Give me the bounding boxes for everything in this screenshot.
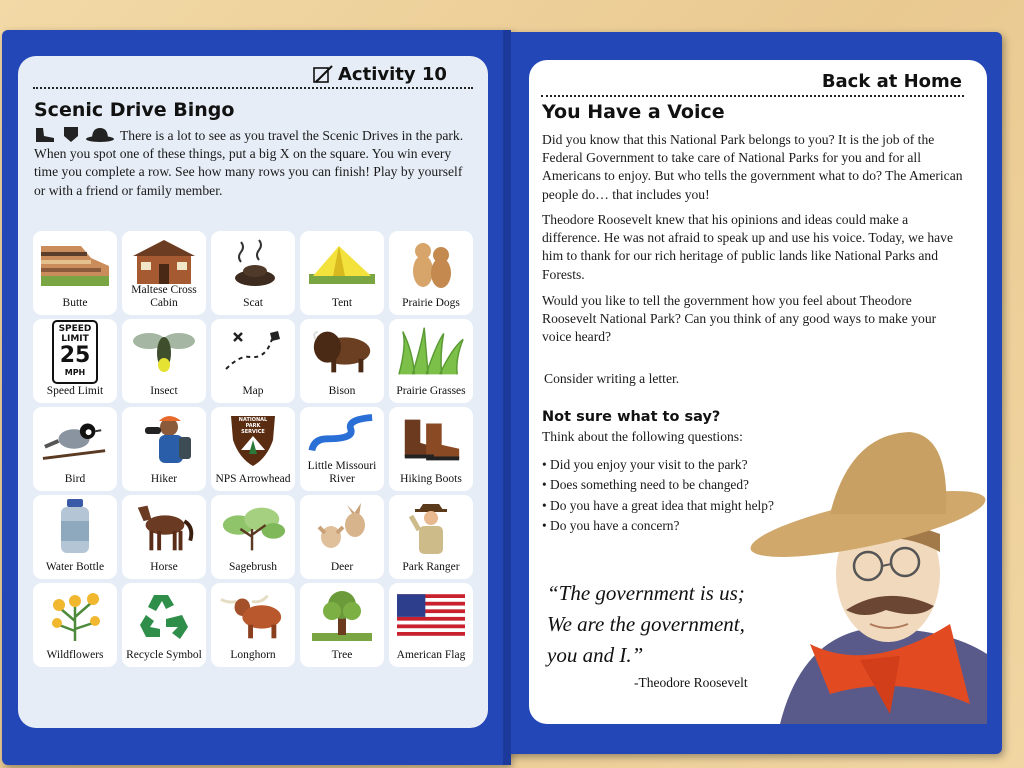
bingo-square[interactable] [122,319,206,403]
hiker-icon [130,413,198,465]
bingo-square[interactable] [33,407,117,491]
bingo-square-label: Little Missouri River [307,460,377,485]
bingo-square[interactable] [211,319,295,403]
bingo-square[interactable] [211,407,295,491]
arrowhead-text-line2: PARK [245,423,261,429]
paragraph-3: Would you like to tell the government how you feel about Theodore Roosevelt National Park? Can you think of any good ways to make your voice heard? [542,293,937,345]
prairie-dogs-icon [397,237,465,289]
map-icon [219,325,287,377]
arrowhead-text-line3: SERVICE [241,429,265,435]
speed-sign-number: 25 [59,343,91,368]
speed-sign-line2: LIMIT [61,334,89,344]
water-bottle-icon [41,501,109,553]
bingo-square[interactable] [33,319,117,403]
bingo-square-label: Butte [62,297,88,309]
paragraph-4: Consider writing a letter. [544,371,680,386]
bison-icon [308,325,376,377]
horse-icon [130,501,198,553]
list-item: • Do you have a great idea that might help? [542,496,774,516]
tree-icon [308,589,376,641]
bingo-square[interactable] [33,583,117,667]
bingo-square[interactable] [211,495,295,579]
speed-sign-unit: MPH [64,368,86,377]
bingo-square[interactable] [33,231,117,315]
bingo-square[interactable] [122,495,206,579]
bingo-square-label: Deer [330,561,354,573]
pencil-icon [312,64,336,86]
bird-icon [41,413,109,465]
quote-line-2: We are the government, [547,612,745,636]
bingo-square-label: Sagebrush [229,561,277,573]
bingo-square-label: Longhorn [230,649,276,661]
bingo-square-label: Wildflowers [46,649,104,661]
bingo-square-label: Speed Limit [46,385,104,397]
list-item: • Do you have a concern? [542,516,774,536]
bingo-square-label: Prairie Grasses [396,385,466,397]
bingo-square-label: Maltese Cross Cabin [131,284,197,309]
flag-icon [397,589,465,641]
bingo-square-label: Recycle Symbol [126,649,202,661]
speed-limit-sign-icon [41,321,109,383]
bingo-square-label: Horse [150,561,178,573]
bingo-square[interactable] [211,583,295,667]
bingo-square-label: Water Bottle [45,561,105,573]
grass-icon [397,325,465,377]
bingo-grid [33,231,473,667]
bingo-square-label: Scat [243,297,263,309]
cabin-icon [130,237,198,289]
bingo-square[interactable] [33,495,117,579]
subheading: Not sure what to say? [542,409,721,425]
wildflowers-icon [41,589,109,641]
theodore-roosevelt-illustration [740,424,987,724]
tent-icon [308,237,376,289]
bingo-square[interactable] [389,231,473,315]
longhorn-icon [219,589,287,641]
bingo-square[interactable] [211,231,295,315]
bingo-square-label: Bird [64,473,86,485]
bingo-square[interactable] [389,583,473,667]
bingo-square-label: Park Ranger [402,561,460,573]
sagebrush-icon [219,501,287,553]
bingo-square-label: NPS Arrowhead [215,473,291,485]
bingo-square-label: Hiking Boots [400,473,462,485]
bingo-square[interactable] [300,407,384,491]
quote-line-1: “The government is us; [547,581,745,605]
bingo-square[interactable] [300,231,384,315]
left-header-divider [33,87,473,89]
bingo-square-label: Map [242,385,264,397]
river-icon [308,413,376,453]
speed-sign-line1: SPEED [58,324,92,334]
bingo-square[interactable] [122,407,206,491]
section-label: Back at Home [821,71,962,92]
boots-icon [397,413,465,465]
bingo-square-label: Prairie Dogs [402,297,460,309]
bingo-square[interactable] [300,583,384,667]
activity-label: Activity 10 [338,64,447,85]
recycle-icon [130,589,198,641]
subheading-intro: Think about the following questions: [542,429,743,444]
quote-line-3: you and I.” [547,643,644,667]
list-item: • Did you enjoy your visit to the park? [542,455,774,475]
bingo-square[interactable] [122,583,206,667]
bingo-square[interactable] [300,495,384,579]
booklet-spine [503,30,511,765]
paragraph-1: Did you know that this National Park belongs to you? It is the job of the Federal Government to take care of National Parks for you and for all Americans to enjoy. But who tells the government what to do? The American people do… that includes you! [542,132,963,202]
bingo-square-label: American Flag [396,649,466,661]
right-header-divider [541,95,964,97]
quote-attribution: -Theodore Roosevelt [634,675,748,690]
butte-icon [41,237,109,289]
roosevelt-quote [547,578,745,671]
deer-icon [308,501,376,553]
park-ranger-icon [397,501,465,553]
arrowhead-text-line1: NATIONAL [238,417,268,423]
insect-icon [130,325,198,377]
page-title-right: You Have a Voice [542,101,725,123]
intro-text: There is a lot to see as you travel the Scenic Drives in the park. When you spot one of these things, put a big X on the square. You win every time you complete a row. See how many rows you can finish! Play by yourself or with a friend or family member. [34,128,464,198]
bingo-square[interactable] [389,407,473,491]
list-item: • Does something need to be changed? [542,475,774,495]
bingo-square-label: Tree [331,649,353,661]
bingo-square-label: Tent [331,297,353,309]
bingo-square[interactable] [300,319,384,403]
bingo-square-label: Insect [150,385,178,397]
page-title-left: Scenic Drive Bingo [34,99,235,121]
bingo-square[interactable] [389,319,473,403]
paragraph-2: Theodore Roosevelt knew that his opinions and ideas could make a difference. He was not afraid to speak up and use his voice. Today, we have him to thank for our rich heritage of public lands like National Parks and Forests. [542,212,953,282]
bingo-square-label: Bison [328,385,356,397]
bingo-square-label: Hiker [150,473,178,485]
scat-icon [219,237,287,289]
bingo-square[interactable] [389,495,473,579]
bingo-square[interactable] [122,231,206,315]
